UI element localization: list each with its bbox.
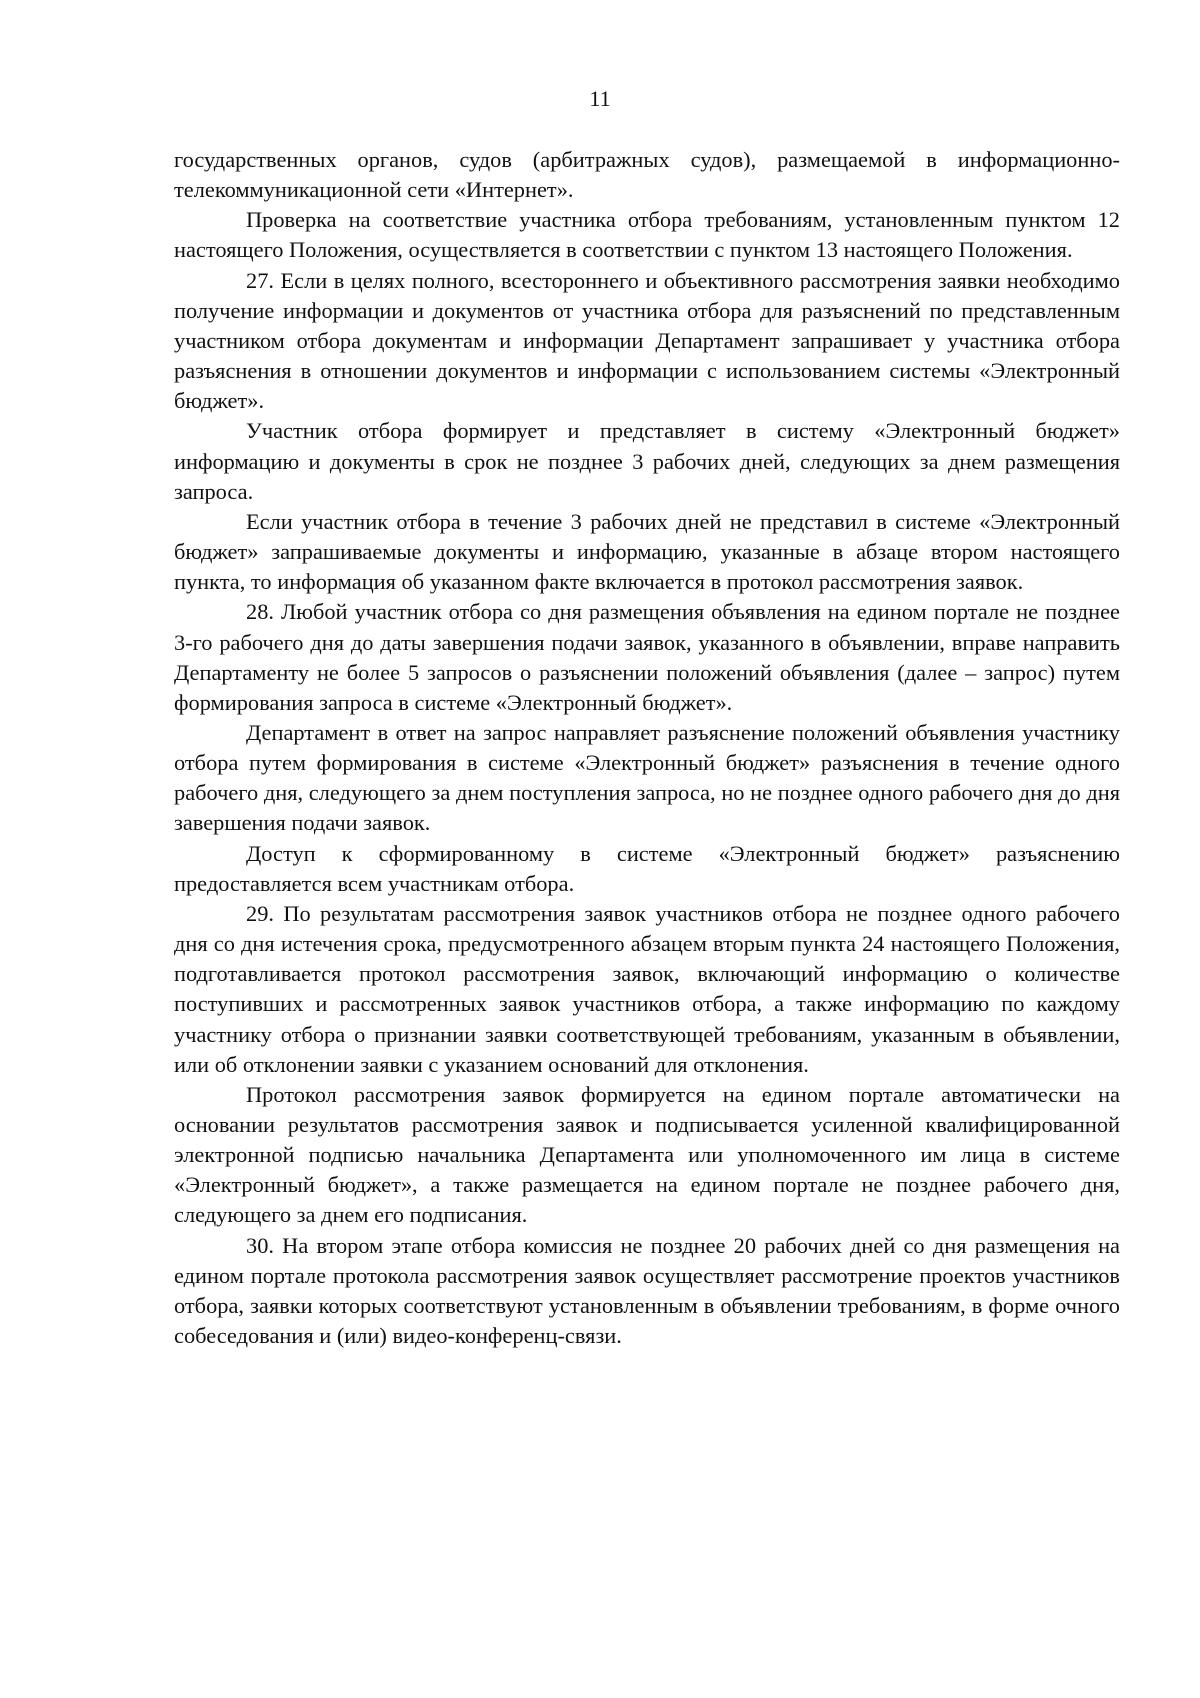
- paragraph-clause-29-protocol: Протокол рассмотрения заявок формируется на едином портале автоматически на основании результатов рассмотрения заявок и подписывается усиленной квалифицированной электронной подписью начальника Департамента или уполномоченного им лица в системе «Электронный бюджет», а также размещается на едином портале не позднее рабочего дня, следующего за днем его подписания.: [174, 1081, 1120, 1228]
- paragraph-clause-28-access: Доступ к сформированному в системе «Электронный бюджет» разъяснению предоставляется всем участникам отбора.: [174, 840, 1120, 896]
- page-number: 11: [589, 86, 611, 111]
- paragraph-clause-27-failure: Если участник отбора в течение 3 рабочих дней не представил в системе «Электронный бюджет» запрашиваемые документы и информацию, указанные в абзаце втором настоящего пункта, то информация об указанном факте включается в протокол рассмотрения заявок.: [174, 508, 1120, 595]
- paragraph-clause-27-submission: Участник отбора формирует и представляет в систему «Электронный бюджет» информацию и документы в срок не позднее 3 рабочих дней, следующих за днем размещения запроса.: [174, 418, 1120, 504]
- document-body: [174, 145, 1120, 1351]
- paragraph-clause-30: 30. На втором этапе отбора комиссия не позднее 20 рабочих дней со дня размещения на едином портале протокола рассмотрения заявок осуществляет рассмотрение проектов участников отбора, заявки которых соответствуют установленным в объявлении требованиям, в форме очного собеседования и (или) видео-конференц-связи.: [174, 1232, 1120, 1349]
- paragraph-verification: Проверка на соответствие участника отбора требованиям, установленным пунктом 12 настоящего Положения, осуществляется в соответствии с пунктом 13 настоящего Положения.: [174, 207, 1120, 263]
- paragraph-clause-28-response: Департамент в ответ на запрос направляет разъяснение положений объявления участнику отбора путем формирования в системе «Электронный бюджет» разъяснения в течение одного рабочего дня, следующего за днем поступления запроса, но не позднее одного рабочего дня до дня завершения подачи заявок.: [174, 719, 1120, 836]
- paragraph-clause-28: 28. Любой участник отбора со дня размещения объявления на едином портале не позднее 3-го рабочего дня до даты завершения подачи заявок, указанного в объявлении, вправе направить Департаменту не более 5 запросов о разъяснении положений объявления (далее – запрос) путем формирования запроса в системе «Электронный бюджет».: [174, 599, 1120, 715]
- paragraph-clause-29: 29. По результатам рассмотрения заявок участников отбора не позднее одного рабочего дня со дня истечения срока, предусмотренного абзацем вторым пункта 24 настоящего Положения, подготавливается протокол рассмотрения заявок, включающий информацию о количестве поступивших и рассмотренных заявок участников отбора, а также информацию по каждому участнику отбора о признании заявки соответствующей требованиям, указанным в объявлении, или об отклонении заявки с указанием оснований для отклонения.: [174, 900, 1120, 1077]
- paragraph-continuation: государственных органов, судов (арбитражных судов), размещаемой в информационно-телекоммуникационной сети «Интернет».: [174, 147, 1120, 203]
- paragraph-clause-27: 27. Если в целях полного, всестороннего и объективного рассмотрения заявки необходимо получение информации и документов от участника отбора для разъяснений по представленным участником отбора документам и информации Департамент запрашивает у участника отбора разъяснения в отношении документов и информации с использованием системы «Электронный бюджет».: [174, 267, 1120, 414]
